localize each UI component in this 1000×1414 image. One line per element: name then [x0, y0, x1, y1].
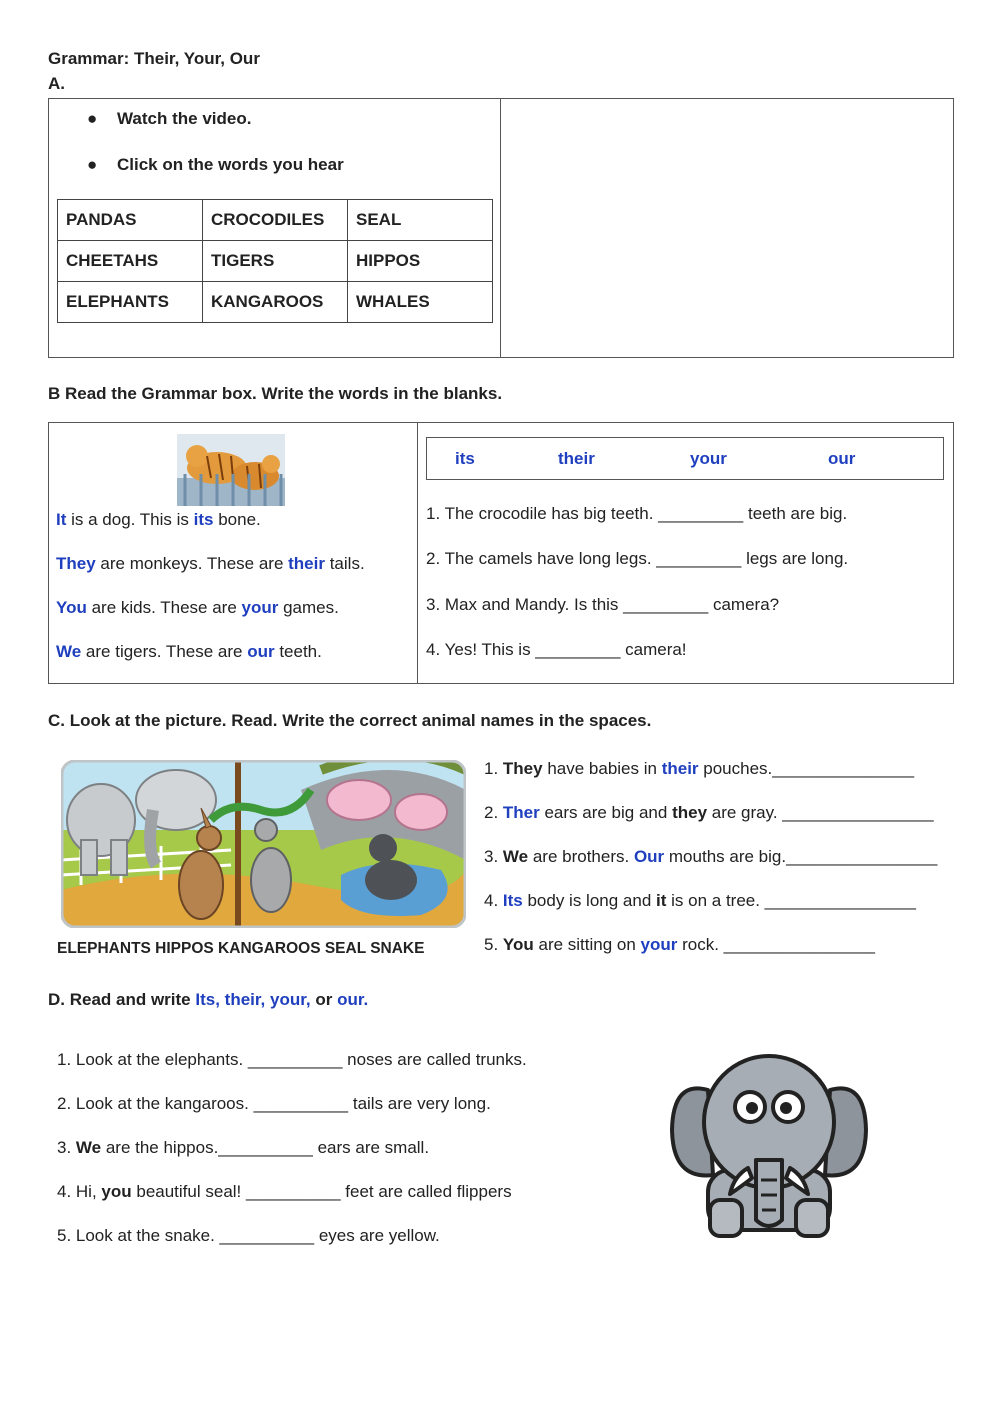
word-cell[interactable]: CHEETAHS [58, 241, 203, 282]
animal-names-caption: ELEPHANTS HIPPOS KANGAROOS SEAL SNAKE [57, 940, 425, 957]
page-title: Grammar: Their, Your, Our [48, 49, 260, 68]
animal-question-4[interactable]: 4. Its body is long and it is on a tree. ________________ [484, 891, 916, 910]
section-a-label: A. [48, 74, 65, 93]
word-cell[interactable]: TIGERS [203, 241, 348, 282]
fill-sentence-4[interactable]: 4. Yes! This is _________ camera! [426, 640, 687, 659]
fill-sentence-3[interactable]: 3. Max and Mandy. Is this _________ camera? [426, 595, 780, 614]
possessive-item-5[interactable]: 5. Look at the snake. __________ eyes are yellow. [57, 1226, 440, 1245]
word-cell[interactable]: CROCODILES [203, 200, 348, 241]
section-c-heading: C. Look at the picture. Read. Write the correct animal names in the spaces. [48, 711, 652, 730]
zoo-scene-illustration [61, 760, 466, 928]
grammar-example-3: You are kids. These are your games. [56, 598, 339, 617]
possessive-item-2[interactable]: 2. Look at the kangaroos. __________ tails are very long. [57, 1094, 491, 1113]
bullet-watch-video: ● Watch the video. [87, 109, 252, 128]
word-bank-item[interactable]: your [690, 449, 727, 468]
grammar-example-1: It is a dog. This is its bone. [56, 510, 261, 529]
animal-question-2[interactable]: 2. Ther ears are big and they are gray. ________________ [484, 803, 934, 822]
table-row [58, 282, 493, 323]
animal-question-5[interactable]: 5. You are sitting on your rock. ________________ [484, 935, 875, 954]
word-table [57, 199, 493, 323]
word-cell[interactable]: HIPPOS [348, 241, 493, 282]
word-cell[interactable]: ELEPHANTS [58, 282, 203, 323]
fill-sentence-1[interactable]: 1. The crocodile has big teeth. _________ teeth are big. [426, 504, 848, 523]
word-cell[interactable]: KANGAROOS [203, 282, 348, 323]
word-bank-item[interactable]: its [455, 449, 475, 468]
grammar-example-4: We are tigers. These are our teeth. [56, 642, 322, 661]
word-bank-item[interactable]: their [558, 449, 595, 468]
table-row [58, 241, 493, 282]
animal-question-3[interactable]: 3. We are brothers. Our mouths are big.________________ [484, 847, 938, 866]
table-row [58, 200, 493, 241]
tiger-icon [177, 434, 285, 506]
fill-sentence-2[interactable]: 2. The camels have long legs. _________ legs are long. [426, 549, 849, 568]
animal-question-1[interactable]: 1. They have babies in their pouches._______________ [484, 759, 915, 778]
bullet-click-words: ● Click on the words you hear [87, 155, 344, 174]
section-b-divider [417, 422, 418, 684]
possessive-item-3[interactable]: 3. We are the hippos.__________ ears are small. [57, 1138, 430, 1157]
section-b-heading: B Read the Grammar box. Write the words in the blanks. [48, 384, 503, 403]
grammar-example-2: They are monkeys. These are their tails. [56, 554, 365, 573]
word-bank-item[interactable]: our [828, 449, 856, 468]
word-cell[interactable]: PANDAS [58, 200, 203, 241]
elephant-icon [668, 1050, 870, 1242]
word-cell[interactable]: SEAL [348, 200, 493, 241]
possessive-item-1[interactable]: 1. Look at the elephants. __________ noses are called trunks. [57, 1050, 527, 1069]
word-bank [426, 437, 944, 480]
video-area[interactable] [501, 99, 953, 357]
section-d-heading: D. Read and write Its, their, your, or our. [48, 990, 369, 1009]
word-cell[interactable]: WHALES [348, 282, 493, 323]
possessive-item-4[interactable]: 4. Hi, you beautiful seal! __________ feet are called flippers [57, 1182, 512, 1201]
